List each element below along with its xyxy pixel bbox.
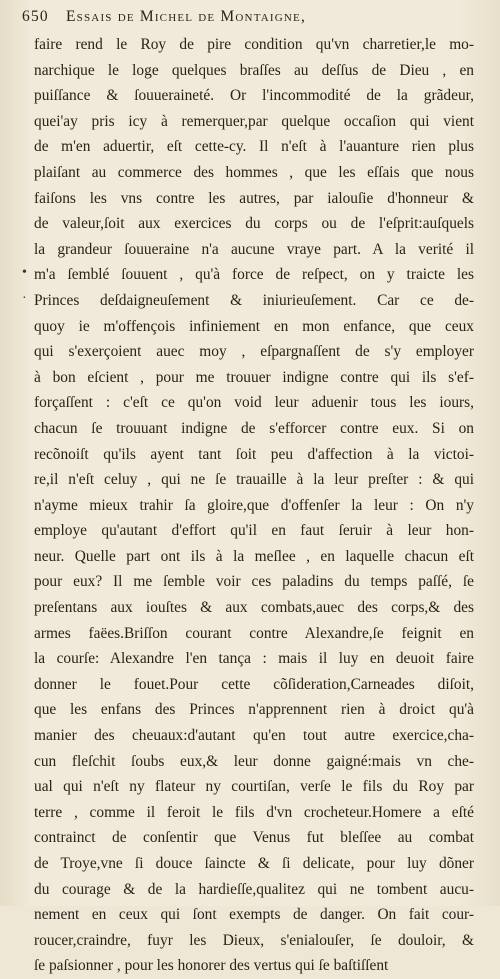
text-line: chacun ſe trouuant indigne de s'efforcer contre eux. Si on — [34, 419, 474, 437]
text-line: qui s'exerçoient auec moy , eſpargnaſſent de s'y employer — [34, 343, 474, 361]
text-line: recõnoiſt qu'ils ayent tant ſoit peu d'affection à la victoi- — [34, 445, 474, 463]
text-line: roucer,craindre, fuyr les Dieux, s'enialouſer, ſe douloir, & — [34, 931, 474, 949]
text-line: forçaſſent : c'eſt ce qu'on void leur aduenir tous les iours, — [34, 394, 474, 412]
text-line: à bon eſcient , pour me trouuer indigne contre qui ils s'ef- — [34, 368, 474, 386]
margin-dot-mark: • — [22, 265, 27, 280]
page-number: 650 — [22, 8, 49, 25]
text-line: neur. Quelle part ont ils à la meſlee , en laquelle chacun eſt — [34, 547, 474, 565]
text-line: donner le fouet.Pour cette cõſideration,Carneades diſoit, — [34, 675, 474, 693]
text-line: ual qui n'eſt ny flateur ny courtiſan, verſe le fils du Roy par — [34, 778, 474, 796]
text-line: ſe paſsionner , pour les honorer des vertus qui ſe baſtiſſent — [34, 957, 389, 975]
text-line: de m'en aduertir, eſt cette-cy. Il n'eſt à l'auanture rien plus — [34, 138, 474, 156]
text-line: la courſe: Alexandre l'en tança : mais il luy en deuoit faire — [34, 650, 474, 668]
margin-dot-mark: · — [22, 291, 27, 306]
text-line: de valeur,ſoit aux exercices du corps ou de l'eſprit:auſquels — [34, 215, 474, 233]
text-line: n'ayme mieux trahir ſa gloire,que d'offenſer la leur : On n'y — [34, 496, 474, 514]
running-title: Essais de Michel de Montaigne, — [66, 8, 307, 25]
text-line: faire rend le Roy de pire condition qu'vn charretier,le mo- — [34, 36, 474, 53]
text-line: narchique le loge quelques braſſes au deſſus de Dieu , en — [34, 61, 474, 79]
text-line: re,il n'eſt celuy , qui ne ſe trauaille à la leur preſter : & qui — [34, 471, 474, 489]
text-line: manier des cheuaux:d'autant qu'en tout autre exercice,cha- — [34, 727, 474, 745]
page-header — [22, 8, 484, 30]
text-line: la grandeur ſouueraine n'a aucune vraye part. A la verité il — [34, 240, 474, 258]
text-line: du courage & de la hardieſſe,qualitez qui ne tombent aucu- — [34, 880, 474, 898]
text-line: preſentans aux iouſtes & aux combats,auec des corps,& des — [34, 599, 474, 617]
text-line: quoy ie m'offençois infiniement en mon enfance, que ceux — [34, 317, 474, 335]
text-line: contrainct de conſentir que Venus fut bleſſee au combat — [34, 829, 474, 847]
text-line: nement en ceux qui ſont exempts de danger. On fait cour- — [34, 906, 474, 924]
text-line: armes faëes.Briſſon courant contre Alexandre,ſe feignit en — [34, 624, 474, 642]
text-line: quei'ay pris icy à remerquer,par quelque occaſion qui vient — [34, 112, 474, 130]
text-line: cun fleſchit ſoubs eux,& leur donne gaigné:mais vn che- — [34, 752, 474, 770]
text-line: employe qu'autant d'effort qu'il en faut ſeruir à leur hon- — [34, 522, 474, 540]
text-line: terre , comme il feroit le fils d'vn crocheteur.Homere a eſté — [34, 803, 474, 821]
text-line: m'a ſemblé ſouuent , qu'à force de reſpect, on y traicte les — [34, 266, 474, 284]
text-line: Princes deſdaigneuſement & iniurieuſement. Car ce de- — [34, 291, 474, 309]
body-text — [34, 32, 474, 979]
text-line: de Troye,vne ſi douce ſaincte & ſi delicate, pour luy dõner — [34, 855, 474, 872]
text-line: que les enfans des Princes n'apprennent rien à droict qu'à — [34, 701, 474, 719]
text-line: faiſons les vns contre les autres, par ialouſie d'honneur & — [34, 189, 474, 207]
text-line: puiſſance & ſouueraineté. Or l'incommodité de la grãdeur, — [34, 87, 474, 105]
text-line: pour eux? Il me ſemble voir ces paladins du temps paſſé, ſe — [34, 573, 474, 591]
text-line: plaiſant au commerce des hommes , que les eſſais que nous — [34, 163, 474, 181]
